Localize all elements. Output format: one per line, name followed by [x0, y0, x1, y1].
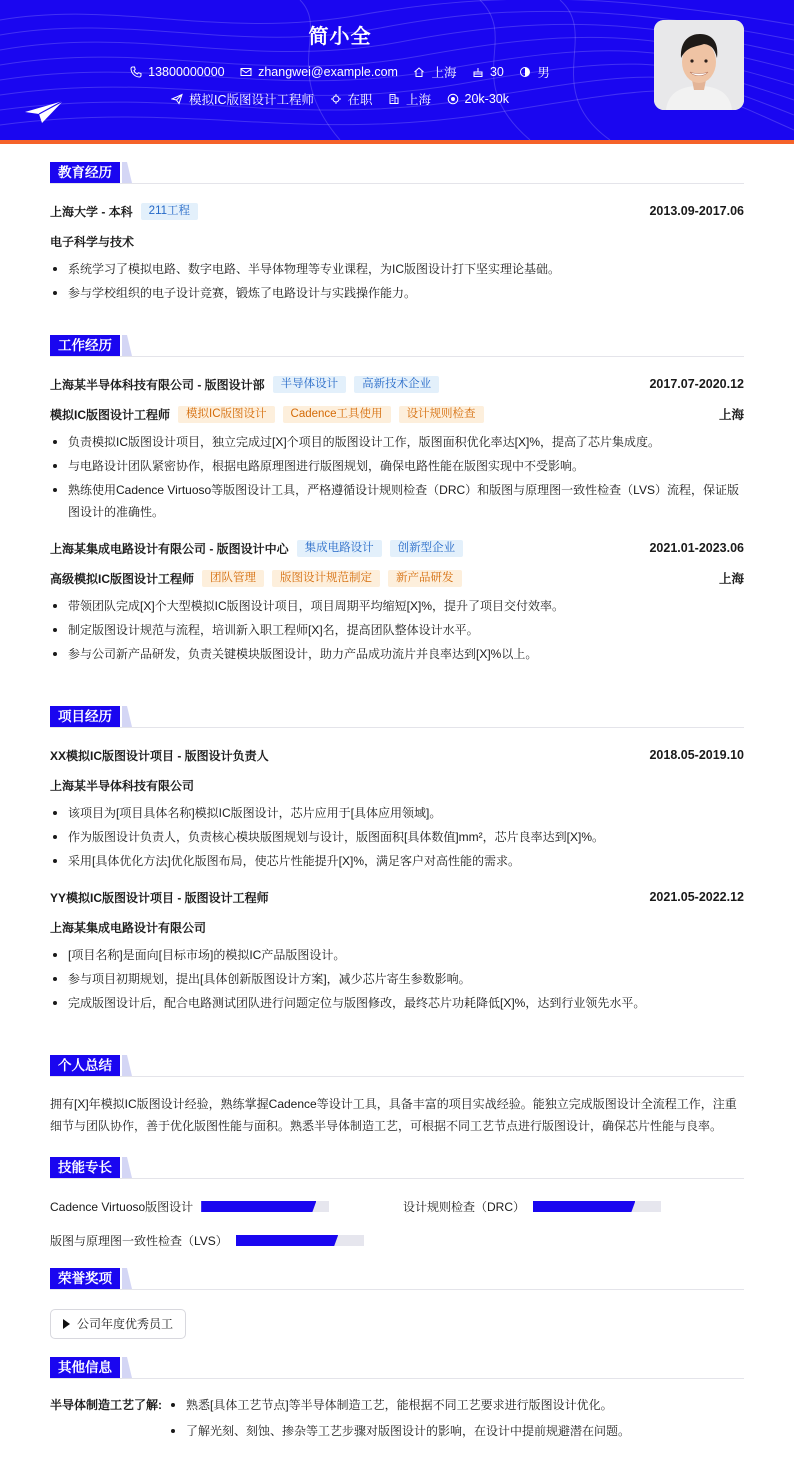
- education-bullets: [50, 258, 744, 304]
- skill-bar: [201, 1201, 329, 1212]
- section-title-summary: [50, 1055, 744, 1077]
- project-entry-2: [50, 882, 744, 1014]
- cake-icon: [472, 66, 484, 78]
- role-name: 高级模拟IC版图设计工程师: [50, 571, 195, 586]
- list-item: 参与项目初期规划，提出[具体创新版图设计方案]，减少芯片寄生参数影响。: [50, 968, 744, 990]
- skill-bar: [533, 1201, 661, 1212]
- city-text: 上海: [431, 66, 457, 80]
- section-title-awards: [50, 1268, 744, 1290]
- salary-icon: [447, 93, 459, 105]
- project-period: 2018.05-2019.10: [649, 748, 744, 762]
- list-item: 采用[具体优化方法]优化版图布局，使芯片性能提升[X]%，满足客户对高性能的需求。: [50, 850, 744, 872]
- section-label: 技能专长: [50, 1157, 120, 1178]
- gender-item: [519, 63, 550, 81]
- company-name: 上海某半导体科技有限公司 - 版图设计部: [50, 377, 265, 392]
- company-tag: 集成电路设计: [297, 540, 382, 557]
- candidate-name: 简小全: [308, 26, 372, 48]
- building-icon: [388, 93, 400, 105]
- section-label: 其他信息: [50, 1357, 120, 1378]
- section-title-work: [50, 335, 744, 357]
- avatar: [654, 20, 744, 110]
- work-entry-1: [50, 369, 744, 523]
- target-role-item: [171, 90, 314, 108]
- project-title: XX模拟IC版图设计项目 - 版图设计负责人: [50, 748, 269, 763]
- list-item: 系统学习了模拟电路、数字电路、半导体物理等专业课程，为IC版图设计打下坚实理论基础。: [50, 258, 744, 280]
- section-divider: [50, 1289, 744, 1290]
- other-body: [50, 1394, 744, 1446]
- resume-header: [0, 0, 794, 140]
- city-item: [413, 63, 456, 81]
- project-bullets: [50, 802, 744, 872]
- company-tag: 创新型企业: [390, 540, 464, 557]
- phone-item: [130, 65, 224, 79]
- list-item: [项目名称]是面向[目标市场]的模拟IC产品版图设计。: [50, 944, 744, 966]
- age-item: [472, 65, 504, 79]
- home-icon: [413, 66, 425, 78]
- project-title: YY模拟IC版图设计项目 - 版图设计工程师: [50, 890, 269, 905]
- project-entry-1: [50, 740, 744, 872]
- job-intent-row: [0, 90, 680, 108]
- company-name: 上海某集成电路设计有限公司 - 版图设计中心: [50, 541, 289, 556]
- section-divider: [50, 1378, 744, 1379]
- paper-plane-icon: [24, 100, 64, 124]
- list-item: 带领团队完成[X]个大型模拟IC版图设计项目，项目周期平均缩短[X]%，提升了项目交付效率。: [50, 595, 744, 617]
- email-item: [240, 65, 398, 79]
- work-period: 2021.01-2023.06: [649, 541, 744, 555]
- project-title-row: [50, 740, 744, 770]
- phone-text: 13800000000: [148, 65, 225, 79]
- role-tag: 新产品研发: [388, 570, 462, 587]
- list-item: 熟练使用Cadence Virtuoso等版图设计工具，严格遵循设计规则检查（DRC）和版图与原理图一致性检查（LVS）流程，保证版图设计的准确性。: [50, 479, 744, 523]
- education-section: [50, 162, 744, 306]
- title-tail: [122, 162, 136, 183]
- gender-icon: [519, 66, 531, 78]
- project-company: 上海某集成电路设计有限公司: [50, 920, 207, 935]
- age-text: 30: [489, 65, 504, 79]
- status-item: [330, 90, 373, 108]
- list-item: 与电路设计团队紧密协作，根据电路原理图进行版图规划，确保电路性能在版图实现中不受影响。: [50, 455, 744, 477]
- section-divider: [50, 727, 744, 728]
- skill-bar-fill: [201, 1201, 316, 1212]
- skill-name: 设计规则检查（DRC）: [403, 1200, 525, 1214]
- list-item: 熟悉[具体工艺节点]等半导体制造工艺，能根据不同工艺要求进行版图设计优化。: [168, 1394, 744, 1416]
- summary-text: 拥有[X]年模拟IC版图设计经验，熟练掌握Cadence等设计工具，具备丰富的项目实战经验。能独立完成版图设计全流程工作，注重细节与团队协作，善于优化版图性能与面积。熟悉半导体制造工艺，可根据不同工艺节点进行版图设计，确保芯片性能与良率。: [50, 1097, 737, 1133]
- school-name: 上海大学 - 本科: [50, 204, 133, 219]
- section-label: 项目经历: [50, 706, 120, 727]
- target-city-item: [388, 90, 431, 108]
- awards-section: [50, 1268, 744, 1341]
- role-tag: Cadence工具使用: [283, 406, 391, 423]
- education-period: 2013.09-2017.06: [649, 204, 744, 218]
- email-icon: [240, 66, 252, 78]
- title-tail: [122, 1055, 136, 1076]
- work-period: 2017.07-2020.12: [649, 377, 744, 391]
- section-label: 个人总结: [50, 1055, 120, 1076]
- title-tail: [122, 1157, 136, 1178]
- section-title-skills: [50, 1157, 744, 1179]
- work-location: 上海: [718, 408, 744, 422]
- work-role-row: [50, 563, 744, 593]
- work-bullets: [50, 431, 744, 523]
- project-section: [50, 706, 744, 1016]
- company-tag: 半导体设计: [273, 376, 347, 393]
- skill-bar: [236, 1235, 364, 1246]
- role-tag: 设计规则检查: [399, 406, 484, 423]
- role-tag: 版图设计规范制定: [272, 570, 380, 587]
- list-item: 负责模拟IC版图设计项目，独立完成过[X]个项目的版图设计工作，版图面积优化率达[X]%，提高了芯片集成度。: [50, 431, 744, 453]
- contact-row: [0, 63, 680, 81]
- status-icon: [330, 93, 342, 105]
- list-item: 作为版图设计负责人，负责核心模块版图规划与设计，版图面积[具体数值]mm²，芯片良率达到[X]%。: [50, 826, 744, 848]
- skills-section: [50, 1157, 744, 1248]
- avatar-portrait: [654, 20, 744, 110]
- work-entry-2: [50, 533, 744, 665]
- skill-bar-fill: [533, 1201, 635, 1212]
- title-tail: [122, 706, 136, 727]
- role-tag: 模拟IC版图设计: [178, 406, 275, 423]
- title-tail: [122, 1268, 136, 1289]
- summary-section: [50, 1055, 744, 1137]
- work-company-row: [50, 369, 744, 399]
- send-icon: [171, 93, 183, 105]
- section-divider: [50, 1076, 744, 1077]
- skill-name: Cadence Virtuoso版图设计: [50, 1200, 194, 1214]
- salary-text: 20k-30k: [464, 92, 509, 106]
- section-label: 工作经历: [50, 335, 120, 356]
- skill-bar-fill: [236, 1235, 338, 1246]
- skill-item: [403, 1198, 661, 1215]
- status-text: 在职: [347, 93, 373, 107]
- awards-list: [50, 1309, 744, 1341]
- salary-item: [447, 92, 509, 106]
- email-text: zhangwei@example.com: [258, 65, 398, 79]
- other-bullets: [168, 1394, 744, 1442]
- work-section: [50, 335, 744, 667]
- award-item: [50, 1309, 186, 1339]
- company-tag: 高新技术企业: [354, 376, 439, 393]
- section-title-other: [50, 1357, 744, 1379]
- section-title-project: [50, 706, 744, 728]
- list-item: 了解光刻、刻蚀、掺杂等工艺步骤对版图设计的影响，在设计中提前规避潜在问题。: [168, 1420, 744, 1442]
- school-tag: 211工程: [141, 203, 198, 220]
- list-item: 该项目为[项目具体名称]模拟IC版图设计，芯片应用于[具体应用领域]。: [50, 802, 744, 824]
- target-role-text: 模拟IC版图设计工程师: [189, 93, 315, 107]
- list-item: 制定版图设计规范与流程，培训新入职工程师[X]名，提高团队整体设计水平。: [50, 619, 744, 641]
- list-item: 完成版图设计后，配合电路测试团队进行问题定位与版图修改，最终芯片功耗降低[X]%，达到行业领先水平。: [50, 992, 744, 1014]
- section-title-education: [50, 162, 744, 184]
- header-accent-bar: [0, 140, 794, 144]
- major-row: [50, 226, 744, 256]
- section-divider: [50, 356, 744, 357]
- education-header: [50, 196, 744, 226]
- section-divider: [50, 1178, 744, 1179]
- project-company-row: [50, 912, 744, 942]
- work-role-row: [50, 399, 744, 429]
- section-divider: [50, 183, 744, 184]
- work-location: 上海: [718, 572, 744, 586]
- project-period: 2021.05-2022.12: [649, 890, 744, 904]
- skill-item: [50, 1232, 364, 1249]
- project-title-row: [50, 882, 744, 912]
- phone-icon: [130, 66, 142, 78]
- project-bullets: [50, 944, 744, 1014]
- gender-text: 男: [537, 66, 550, 80]
- skill-item: [50, 1198, 329, 1215]
- title-tail: [122, 1357, 136, 1378]
- role-name: 模拟IC版图设计工程师: [50, 407, 171, 422]
- skill-name: 版图与原理图一致性检查（LVS）: [50, 1234, 228, 1248]
- work-company-row: [50, 533, 744, 563]
- project-company: 上海某半导体科技有限公司: [50, 778, 195, 793]
- role-tag: 团队管理: [202, 570, 264, 587]
- major-name: 电子科学与技术: [50, 234, 135, 249]
- other-section: [50, 1357, 744, 1446]
- award-name: 公司年度优秀员工: [77, 1317, 174, 1331]
- target-city-text: 上海: [406, 93, 432, 107]
- title-tail: [122, 335, 136, 356]
- play-icon: [63, 1319, 70, 1329]
- project-company-row: [50, 770, 744, 800]
- list-item: 参与学校组织的电子设计竞赛，锻炼了电路设计与实践操作能力。: [50, 282, 744, 304]
- work-bullets: [50, 595, 744, 665]
- section-label: 教育经历: [50, 162, 120, 183]
- section-label: 荣誉奖项: [50, 1268, 120, 1289]
- other-label: 半导体制造工艺了解:: [50, 1398, 162, 1412]
- list-item: 参与公司新产品研发，负责关键模块版图设计，助力产品成功流片并良率达到[X]%以上。: [50, 643, 744, 665]
